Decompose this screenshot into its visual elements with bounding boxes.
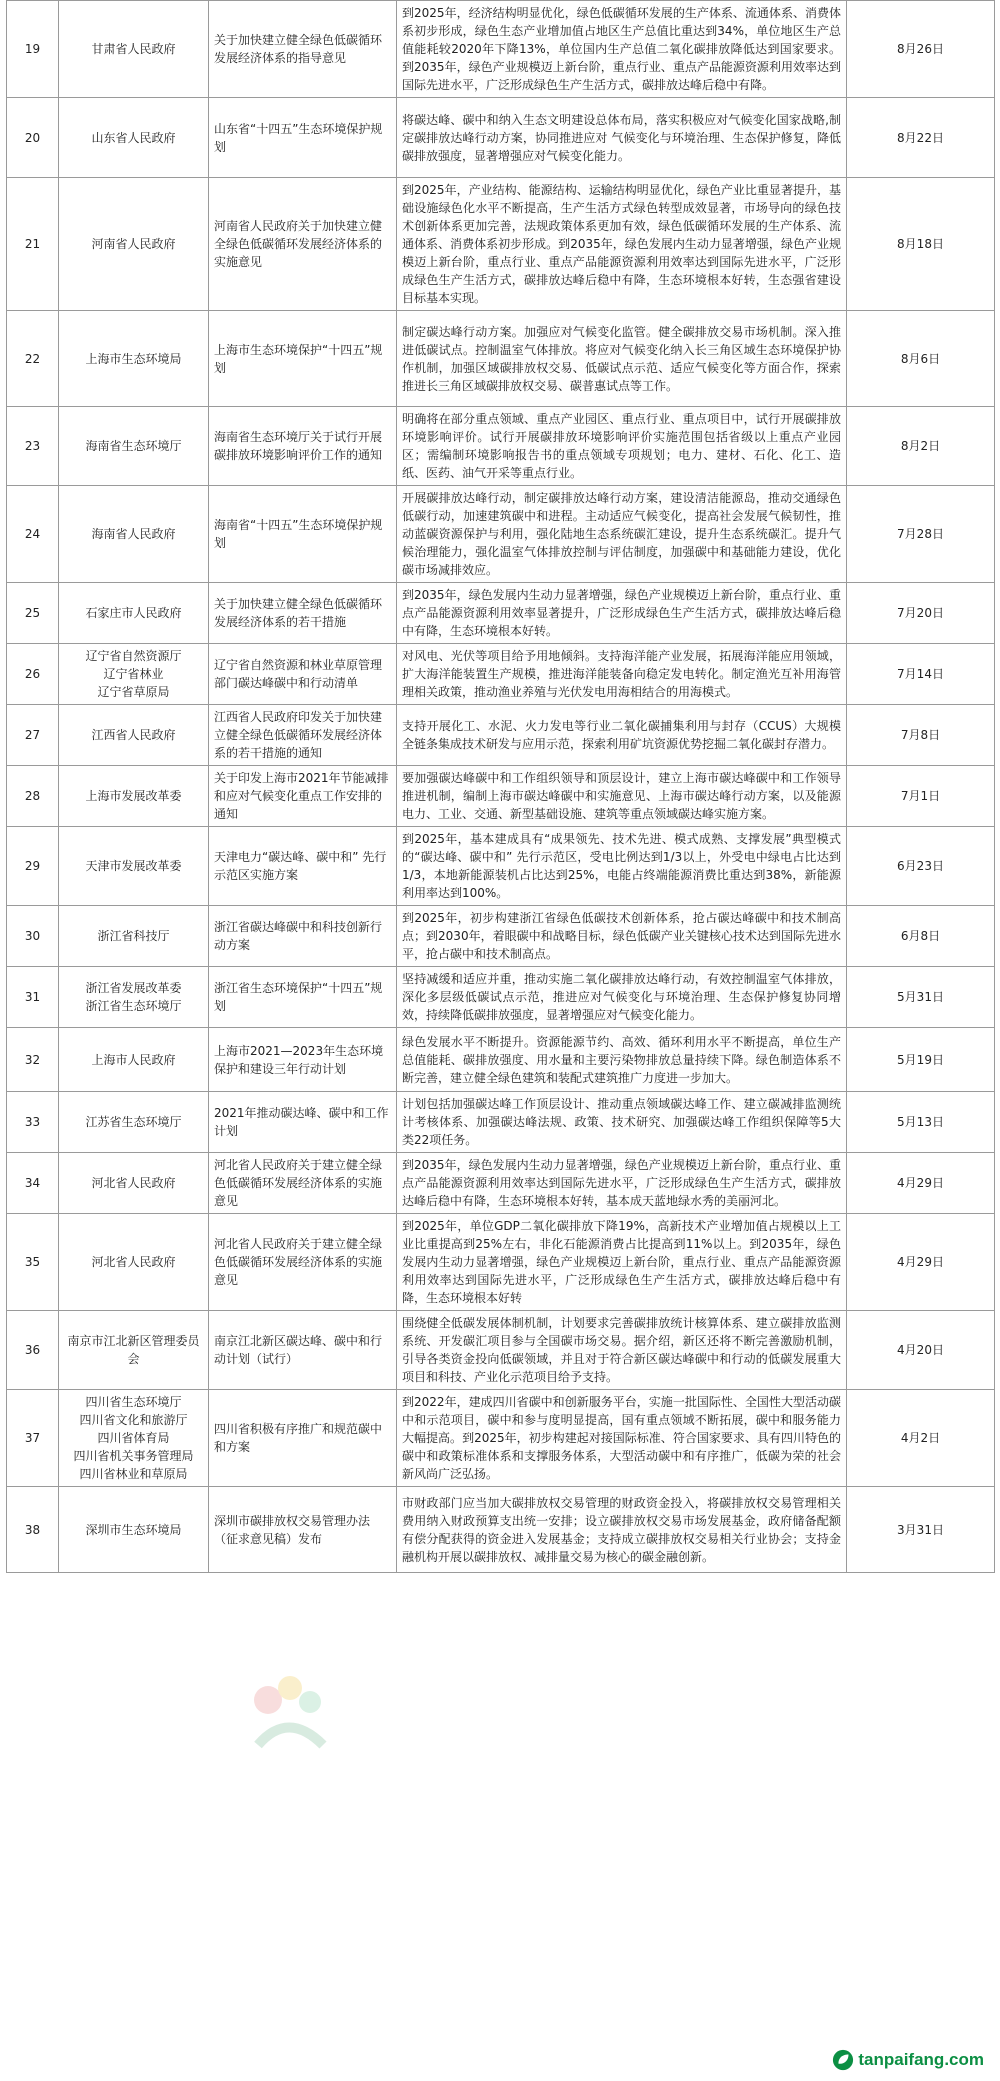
issue-date: 6月23日 (847, 827, 995, 906)
policy-content: 到2025年，基本建成具有“成果领先、技术先进、模式成熟、支撑发展”典型模式的“碳达峰、碳中和” 先行示范区，受电比例达到1/3以上，外受电中绿电占比达到1/3，本地新能源装机占比达到25%，电能占终端能源消费比重达到38%，新能源利用率达到100%。 (397, 827, 847, 906)
table-row (7, 1, 995, 98)
issuing-org: 河北省人民政府 (59, 1153, 209, 1214)
table-row (7, 98, 995, 178)
policy-content: 对风电、光伏等项目给予用地倾斜。支持海洋能产业发展，拓展海洋能应用领域，扩大海洋能装置生产规模，推进海洋能装备向稳定发电转化。制定渔光互补用海管理相关政策，推动渔业养殖与光伏发电用海相结合的用海模式。 (397, 644, 847, 705)
issue-date: 4月20日 (847, 1311, 995, 1390)
policy-content: 到2022年，建成四川省碳中和创新服务平台，实施一批国际性、全国性大型活动碳中和示范项目，碳中和参与度明显提高，国有重点领域不断拓展，碳中和服务能力大幅提高。到2025年，初步构建起对接国际标准、符合国家要求、具有四川特色的碳中和政策标准体系和支撑服务体系，大型活动碳中和有序推广，低碳为荣的社会新风尚广泛弘扬。 (397, 1390, 847, 1487)
row-number: 30 (7, 906, 59, 967)
row-number: 29 (7, 827, 59, 906)
issue-date: 7月28日 (847, 486, 995, 583)
row-number: 35 (7, 1214, 59, 1311)
issue-date: 8月18日 (847, 178, 995, 311)
policy-content: 到2035年，绿色发展内生动力显著增强，绿色产业规模迈上新台阶，重点行业、重点产品能源资源利用效率达到国际先进水平，广泛形成绿色生产生活方式，碳排放达峰后稳中有降，生态环境根本好转，基本成天蓝地绿水秀的美丽河北。 (397, 1153, 847, 1214)
policy-table-body (7, 1, 995, 1573)
row-number: 38 (7, 1487, 59, 1573)
issuing-org: 山东省人民政府 (59, 98, 209, 178)
policy-content: 到2025年，产业结构、能源结构、运输结构明显优化，绿色产业比重显著提升，基础设施绿色化水平不断提高，生产生活方式绿色转型成效显著，市场导向的绿色技术创新体系更加完善，法规政策体系更加有效，绿色低碳循环发展的生产体系、流通体系、消费体系初步形成。到2035年，绿色发展内生动力显著增强，绿色产业规模迈上新台阶，重点行业、重点产品能源资源利用效率达到国际先进水平，广泛形成绿色生产生活方式，碳排放达峰后稳中有降，生态环境根本好转，生态强省建设目标基本实现。 (397, 178, 847, 311)
policy-content: 市财政部门应当加大碳排放权交易管理的财政资金投入，将碳排放权交易管理相关费用纳入财政预算支出统一安排；设立碳排放权交易市场发展基金，政府储备配额有偿分配获得的资金进入发展基金；支持成立碳排放权交易相关行业协会；支持金融机构开展以碳排放权、减排量交易为核心的碳金融创新。 (397, 1487, 847, 1573)
leaf-logo-icon (832, 2049, 854, 2071)
issue-date: 4月2日 (847, 1390, 995, 1487)
issue-date: 8月22日 (847, 98, 995, 178)
issuing-org: 四川省生态环境厅 四川省文化和旅游厅 四川省体育局 四川省机关事务管理局 四川省林业和草原局 (59, 1390, 209, 1487)
row-number: 34 (7, 1153, 59, 1214)
policy-title: 辽宁省自然资源和林业草原管理部门碳达峰碳中和行动清单 (209, 644, 397, 705)
issue-date: 8月26日 (847, 1, 995, 98)
policy-title: 关于印发上海市2021年节能减排和应对气候变化重点工作安排的通知 (209, 766, 397, 827)
row-number: 32 (7, 1028, 59, 1092)
row-number: 26 (7, 644, 59, 705)
policy-content: 将碳达峰、碳中和纳入生态文明建设总体布局，落实积极应对气候变化国家战略,制定碳排放达峰行动方案，协同推进应对 气候变化与环境治理、生态保护修复，降低碳排放强度，显著增强应对气候变化能力。 (397, 98, 847, 178)
table-row (7, 407, 995, 486)
policy-title: 上海市生态环境保护“十四五”规划 (209, 311, 397, 407)
policy-content: 到2025年，经济结构明显优化，绿色低碳循环发展的生产体系、流通体系、消费体系初步形成，绿色生态产业增加值占地区生产总值比重达到34%，单位地区生产总值能耗较2020年下降13%，单位国内生产总值二氧化碳排放降低达到国家要求。到2035年，绿色产业规模迈上新台阶，重点行业、重点产品能源资源利用效率达到国际先进水平，广泛形成绿色生产生活方式，碳排放达峰后稳中有降。 (397, 1, 847, 98)
issuing-org: 辽宁省自然资源厅 辽宁省林业 辽宁省草原局 (59, 644, 209, 705)
issuing-org: 上海市人民政府 (59, 1028, 209, 1092)
policy-content: 要加强碳达峰碳中和工作组织领导和顶层设计，建立上海市碳达峰碳中和工作领导推进机制，编制上海市碳达峰碳中和实施意见、上海市碳达峰行动方案，以及能源电力、工业、交通、新型基础设施、建筑等重点领域碳达峰实施方案。 (397, 766, 847, 827)
policy-title: 浙江省碳达峰碳中和科技创新行动方案 (209, 906, 397, 967)
policy-title: 海南省“十四五”生态环境保护规划 (209, 486, 397, 583)
row-number: 19 (7, 1, 59, 98)
policy-title: 2021年推动碳达峰、碳中和工作计划 (209, 1092, 397, 1153)
table-row (7, 1390, 995, 1487)
issue-date: 5月19日 (847, 1028, 995, 1092)
issuing-org: 上海市生态环境局 (59, 311, 209, 407)
table-row (7, 967, 995, 1028)
table-row (7, 1092, 995, 1153)
issue-date: 4月29日 (847, 1214, 995, 1311)
policy-content: 围绕健全低碳发展体制机制，计划要求完善碳排放统计核算体系、建立碳排放监测系统、开发碳汇项目参与全国碳市场交易。据介绍，新区还将不断完善激励机制，引导各类资金投向低碳领域，并且对于符合新区碳达峰碳中和行动的低碳发展重大项目和科技、产业化示范项目给予支持。 (397, 1311, 847, 1390)
policy-content: 到2025年，初步构建浙江省绿色低碳技术创新体系，抢占碳达峰碳中和技术制高点；到2030年，着眼碳中和战略目标，绿色低碳产业关键核心技术达到国际先进水平，抢占碳中和技术制高点。 (397, 906, 847, 967)
issuing-org: 江苏省生态环境厅 (59, 1092, 209, 1153)
issuing-org: 海南省人民政府 (59, 486, 209, 583)
policy-title: 河南省人民政府关于加快建立健全绿色低碳循环发展经济体系的实施意见 (209, 178, 397, 311)
row-number: 24 (7, 486, 59, 583)
issue-date: 7月8日 (847, 705, 995, 766)
issue-date: 7月1日 (847, 766, 995, 827)
policy-title: 关于加快建立健全绿色低碳循环发展经济体系的若干措施 (209, 583, 397, 644)
table-row (7, 311, 995, 407)
policy-title: 河北省人民政府关于建立健全绿色低碳循环发展经济体系的实施意见 (209, 1153, 397, 1214)
row-number: 21 (7, 178, 59, 311)
issuing-org: 天津市发展改革委 (59, 827, 209, 906)
row-number: 27 (7, 705, 59, 766)
table-row (7, 644, 995, 705)
policy-title: 深圳市碳排放权交易管理办法（征求意见稿）发布 (209, 1487, 397, 1573)
issuing-org: 石家庄市人民政府 (59, 583, 209, 644)
table-row (7, 827, 995, 906)
issue-date: 8月2日 (847, 407, 995, 486)
table-row (7, 1214, 995, 1311)
issuing-org: 南京市江北新区管理委员会 (59, 1311, 209, 1390)
site-watermark (826, 2047, 990, 2073)
issue-date: 7月20日 (847, 583, 995, 644)
policy-title: 浙江省生态环境保护“十四五”规划 (209, 967, 397, 1028)
table-row (7, 178, 995, 311)
policy-title: 河北省人民政府关于建立健全绿色低碳循环发展经济体系的实施意见 (209, 1214, 397, 1311)
issue-date: 8月6日 (847, 311, 995, 407)
table-row (7, 1487, 995, 1573)
issue-date: 3月31日 (847, 1487, 995, 1573)
row-number: 37 (7, 1390, 59, 1487)
issuing-org: 浙江省科技厅 (59, 906, 209, 967)
table-row (7, 1153, 995, 1214)
issuing-org: 江西省人民政府 (59, 705, 209, 766)
issue-date: 7月14日 (847, 644, 995, 705)
policy-title: 四川省积极有序推广和规范碳中和方案 (209, 1390, 397, 1487)
policy-content: 坚持减缓和适应并重，推动实施二氧化碳排放达峰行动，有效控制温室气体排放，深化多层级低碳试点示范，推进应对气候变化与环境治理、生态保护修复协同增效，持续降低碳排放强度，显著增强应对气候变化能力。 (397, 967, 847, 1028)
issuing-org: 海南省生态环境厅 (59, 407, 209, 486)
faded-logo-watermark (228, 1650, 348, 1770)
policy-title: 上海市2021—2023年生态环境保护和建设三年行动计划 (209, 1028, 397, 1092)
policy-content: 到2025年，单位GDP二氧化碳排放下降19%，高新技术产业增加值占规模以上工业比重提高到25%左右，非化石能源消费占比提高到11%以上。到2035年，绿色发展内生动力显著增强，绿色产业规模迈上新台阶，重点行业、重点产品能源资源利用效率达到国际先进水平，广泛形成绿色生产生活方式，碳排放达峰后稳中有降，生态环境根本好转 (397, 1214, 847, 1311)
policy-content: 计划包括加强碳达峰工作顶层设计、推动重点领域碳达峰工作、建立碳减排监测统计考核体系、加强碳达峰法规、政策、技术研究、加强碳达峰工作组织保障等5大类22项任务。 (397, 1092, 847, 1153)
issuing-org: 河南省人民政府 (59, 178, 209, 311)
policy-content: 到2035年，绿色发展内生动力显著增强，绿色产业规模迈上新台阶，重点行业、重点产品能源资源利用效率显著提升，广泛形成绿色生产生活方式，碳排放达峰后稳中有降，生态环境根本好转。 (397, 583, 847, 644)
policy-title: 海南省生态环境厅关于试行开展碳排放环境影响评价工作的通知 (209, 407, 397, 486)
table-row (7, 1028, 995, 1092)
table-row (7, 583, 995, 644)
policy-content: 制定碳达峰行动方案。加强应对气候变化监管。健全碳排放交易市场机制。深入推进低碳试点。控制温室气体排放。将应对气候变化纳入长三角区域生态环境保护协作机制，加强区域碳排放权交易、低碳试点示范、适应气候变化等方面合作，探索推进长三角区域碳排放权交易、碳普惠试点等工作。 (397, 311, 847, 407)
issuing-org: 上海市发展改革委 (59, 766, 209, 827)
table-row (7, 766, 995, 827)
policy-title: 关于加快建立健全绿色低碳循环发展经济体系的指导意见 (209, 1, 397, 98)
policy-content: 开展碳排放达峰行动，制定碳排放达峰行动方案，建设清洁能源岛，推动交通绿色低碳行动，加速建筑碳中和进程。主动适应气候变化，提高社会发展气候韧性，推动蓝碳资源保护与利用，强化陆地生态系统碳汇建设，提升生态系统碳汇。提升气候治理能力，强化温室气体排放控制与评估制度，加强碳中和基础能力建设，优化碳市场减排效应。 (397, 486, 847, 583)
issue-date: 5月31日 (847, 967, 995, 1028)
row-number: 31 (7, 967, 59, 1028)
table-row (7, 705, 995, 766)
watermark-text: tanpaifang.com (858, 2050, 984, 2069)
issuing-org: 浙江省发展改革委 浙江省生态环境厅 (59, 967, 209, 1028)
table-row (7, 906, 995, 967)
policy-title: 天津电力“碳达峰、碳中和” 先行示范区实施方案 (209, 827, 397, 906)
row-number: 33 (7, 1092, 59, 1153)
policy-content: 绿色发展水平不断提升。资源能源节约、高效、循环利用水平不断提高，单位生产总值能耗、碳排放强度、用水量和主要污染物排放总量持续下降。绿色制造体系不断完善，建立健全绿色建筑和装配式建筑推广力度进一步加大。 (397, 1028, 847, 1092)
row-number: 36 (7, 1311, 59, 1390)
issuing-org: 河北省人民政府 (59, 1214, 209, 1311)
row-number: 28 (7, 766, 59, 827)
issue-date: 4月29日 (847, 1153, 995, 1214)
table-row (7, 1311, 995, 1390)
policy-title: 江西省人民政府印发关于加快建立健全绿色低碳循环发展经济体系的若干措施的通知 (209, 705, 397, 766)
row-number: 22 (7, 311, 59, 407)
issuing-org: 深圳市生态环境局 (59, 1487, 209, 1573)
policy-table (6, 0, 995, 1573)
row-number: 23 (7, 407, 59, 486)
policy-content: 明确将在部分重点领域、重点产业园区、重点行业、重点项目中，试行开展碳排放环境影响评价。试行开展碳排放环境影响评价实施范围包括省级以上重点产业园区；需编制环境影响报告书的重点领域专项规划；电力、建材、石化、化工、造纸、医药、油气开采等重点行业。 (397, 407, 847, 486)
row-number: 25 (7, 583, 59, 644)
row-number: 20 (7, 98, 59, 178)
issue-date: 6月8日 (847, 906, 995, 967)
policy-title: 南京江北新区碳达峰、碳中和行动计划（试行） (209, 1311, 397, 1390)
issuing-org: 甘肃省人民政府 (59, 1, 209, 98)
policy-content: 支持开展化工、水泥、火力发电等行业二氧化碳捕集利用与封存（CCUS）大规模全链条集成技术研发与应用示范，探索利用矿坑资源优势挖掘二氧化碳封存潜力。 (397, 705, 847, 766)
issue-date: 5月13日 (847, 1092, 995, 1153)
table-row (7, 486, 995, 583)
policy-title: 山东省“十四五”生态环境保护规划 (209, 98, 397, 178)
